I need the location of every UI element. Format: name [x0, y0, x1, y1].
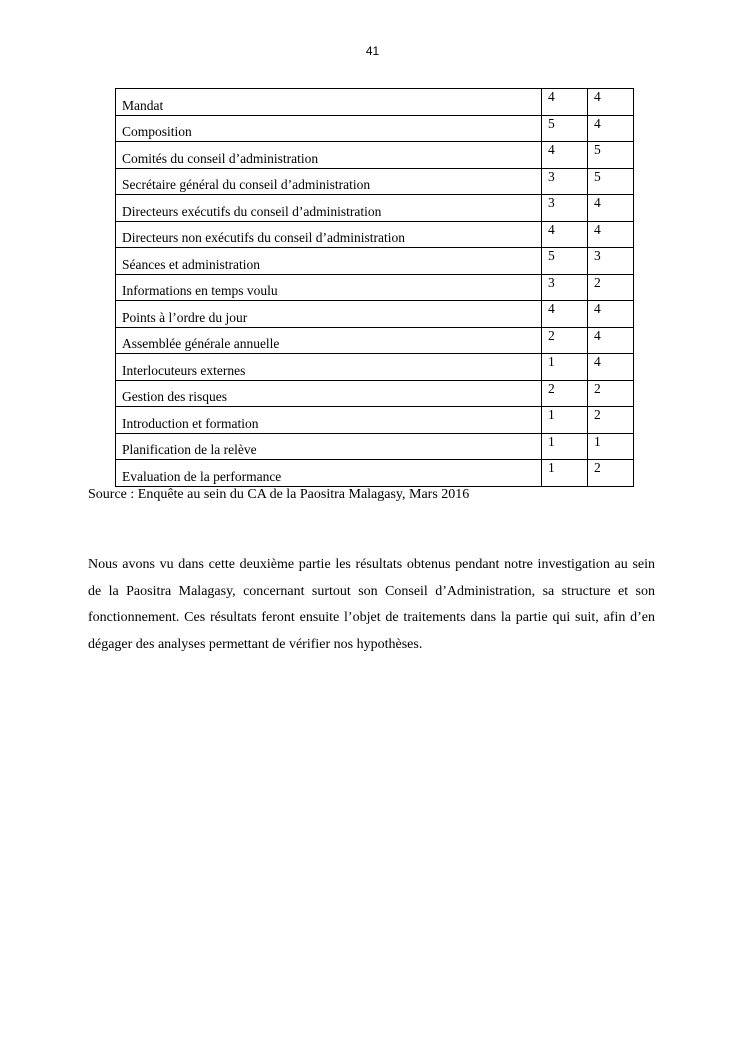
row-label: Informations en temps voulu: [122, 283, 278, 298]
page-number: 41: [365, 44, 380, 58]
row-label: Evaluation de la performance: [122, 468, 282, 484]
value-cell: [588, 274, 634, 301]
value-cell: [542, 301, 588, 328]
value-cell: [588, 168, 634, 195]
value-cell: [542, 168, 588, 195]
row-label: Séances et administration: [122, 256, 260, 272]
value-cell: [542, 380, 588, 407]
value-cell: [588, 221, 634, 248]
value-cell: [542, 195, 588, 222]
row-label: Introduction et formation: [122, 415, 259, 431]
value-cell: [542, 327, 588, 354]
row-label-cell: [116, 142, 542, 169]
table-source-caption: Source : Enquête au sein du CA de la Paositra Malagasy, Mars 2016: [88, 487, 470, 502]
row-label: Directeurs non exécutifs du conseil d’administration: [122, 230, 406, 245]
value-cell: [588, 301, 634, 328]
value-1: 1: [548, 407, 555, 422]
value-cell: [542, 248, 588, 275]
value-2: 2: [594, 460, 601, 475]
value-2: 1: [594, 433, 601, 449]
row-label-cell: [116, 274, 542, 301]
value-2: 4: [594, 354, 601, 369]
table-row: [116, 460, 634, 487]
value-1: 2: [548, 327, 555, 343]
row-label: Composition: [122, 124, 192, 139]
row-label-cell: [116, 115, 542, 142]
row-label: Comités du conseil d’administration: [122, 150, 319, 166]
value-cell: [588, 354, 634, 381]
value-cell: [588, 327, 634, 354]
table-row: [116, 301, 634, 328]
value-2: 2: [594, 380, 601, 396]
value-2: 4: [594, 89, 601, 104]
row-label-cell: [116, 221, 542, 248]
table-row: [116, 115, 634, 142]
value-1: 1: [548, 433, 555, 449]
row-label: Assemblée générale annuelle: [122, 336, 280, 351]
row-label-cell: [116, 327, 542, 354]
value-1: 1: [548, 460, 555, 475]
value-cell: [588, 460, 634, 487]
row-label-cell: [116, 301, 542, 328]
table-row: [116, 354, 634, 381]
table-row: [116, 89, 634, 116]
table-row: [116, 221, 634, 248]
value-2: 4: [594, 221, 601, 237]
value-2: 4: [594, 195, 601, 210]
table-row: [116, 327, 634, 354]
value-cell: [588, 142, 634, 169]
row-label-cell: [116, 460, 542, 487]
table-row: [116, 248, 634, 275]
body-paragraph: Nous avons vu dans cette deuxième partie les résultats obtenus pendant notre investigation au sein de la Paositra Malagasy, concernant surtout son Conseil d’Administration, sa structure et son fonctionnement. Ces résultats feront ensuite l’objet de traitements dans la partie qui suit, afin d’en dégager des analyses permettant de vérifier nos hypothèses.: [88, 557, 655, 652]
value-1: 5: [548, 115, 555, 131]
value-cell: [542, 89, 588, 116]
value-2: 2: [594, 274, 601, 290]
row-label: Interlocuteurs externes: [122, 362, 246, 378]
table-row: [116, 168, 634, 195]
value-1: 3: [548, 274, 555, 290]
table-row: [116, 433, 634, 460]
value-cell: [542, 142, 588, 169]
row-label-cell: [116, 354, 542, 381]
value-cell: [542, 115, 588, 142]
value-cell: [588, 380, 634, 407]
value-cell: [588, 115, 634, 142]
row-label-cell: [116, 248, 542, 275]
row-label-cell: [116, 168, 542, 195]
value-cell: [542, 460, 588, 487]
table-row: [116, 142, 634, 169]
value-2: 5: [594, 168, 601, 184]
row-label: Mandat: [122, 97, 164, 113]
value-cell: [542, 274, 588, 301]
value-1: 4: [548, 89, 555, 104]
value-cell: [588, 407, 634, 434]
row-label: Planification de la relève: [122, 442, 257, 457]
value-cell: [588, 195, 634, 222]
value-1: 4: [548, 301, 555, 316]
value-cell: [542, 433, 588, 460]
row-label: Directeurs exécutifs du conseil d’administration: [122, 203, 382, 219]
value-cell: [542, 221, 588, 248]
value-1: 5: [548, 248, 555, 263]
table-row: [116, 380, 634, 407]
table-row: [116, 195, 634, 222]
value-2: 3: [594, 248, 601, 263]
value-2: 4: [594, 115, 601, 131]
value-1: 4: [548, 142, 555, 157]
value-1: 1: [548, 354, 555, 369]
row-label: Gestion des risques: [122, 389, 227, 404]
value-cell: [542, 407, 588, 434]
evaluation-table: [115, 88, 634, 487]
value-cell: [542, 354, 588, 381]
value-cell: [588, 89, 634, 116]
table-row: [116, 274, 634, 301]
row-label-cell: [116, 89, 542, 116]
value-2: 4: [594, 327, 601, 343]
row-label-cell: [116, 407, 542, 434]
value-cell: [588, 433, 634, 460]
row-label-cell: [116, 195, 542, 222]
value-1: 2: [548, 380, 555, 396]
value-2: 5: [594, 142, 601, 157]
value-2: 4: [594, 301, 601, 316]
value-1: 3: [548, 168, 555, 184]
row-label: Points à l’ordre du jour: [122, 309, 248, 325]
row-label-cell: [116, 433, 542, 460]
value-1: 4: [548, 221, 555, 237]
value-2: 2: [594, 407, 601, 422]
row-label: Secrétaire général du conseil d’administration: [122, 177, 371, 192]
value-1: 3: [548, 195, 555, 210]
row-label-cell: [116, 380, 542, 407]
table-row: [116, 407, 634, 434]
value-cell: [588, 248, 634, 275]
